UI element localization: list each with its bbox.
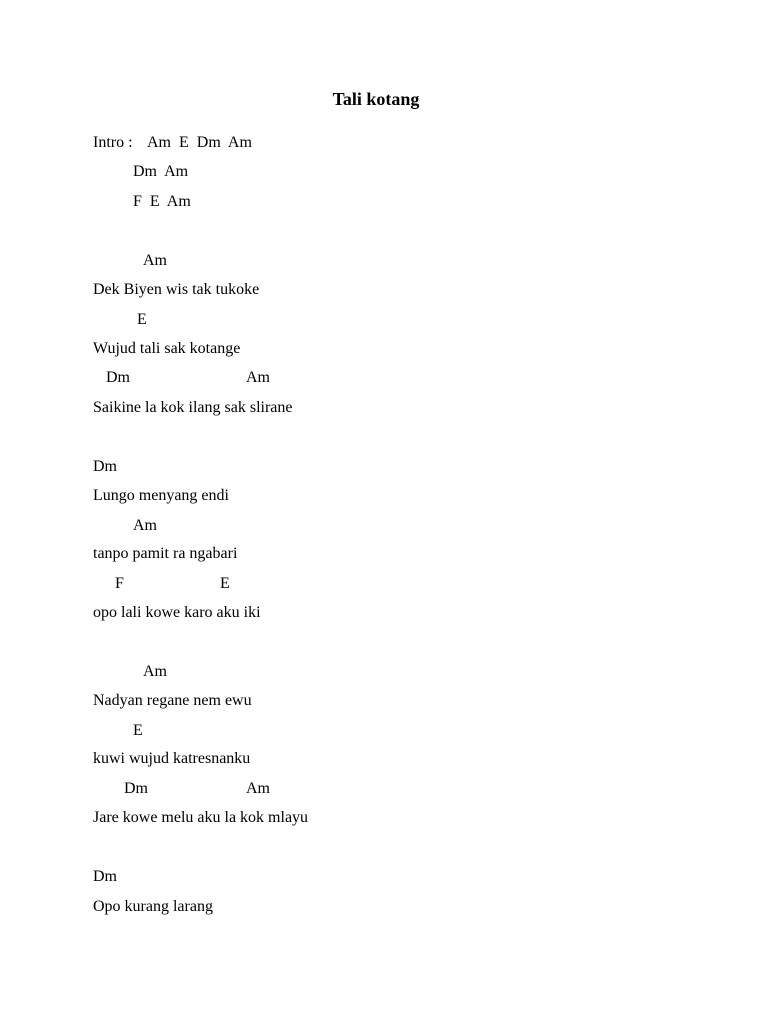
verse2-chord-3b: E: [220, 575, 230, 592]
verse3-lyric-3: Jare kowe melu aku la kok mlayu: [93, 809, 309, 826]
verse2-chord-1: Dm: [93, 458, 117, 475]
verse4-chord-1: Dm: [93, 868, 117, 885]
verse3-chord-3a: Dm: [124, 780, 148, 797]
verse3-chord-3b: Am: [246, 780, 270, 797]
intro-chords-line-1: Am E Dm Am: [147, 134, 252, 151]
intro-chords-line-2: Dm Am: [133, 163, 189, 180]
verse1-chord-1: Am: [143, 252, 167, 269]
verse1-chord-3a: Dm: [106, 369, 130, 386]
verse1-lyric-1: Dek Biyen wis tak tukoke: [93, 281, 260, 298]
verse4-lyric-1: Opo kurang larang: [93, 898, 213, 915]
verse2-lyric-2: tanpo pamit ra ngabari: [93, 545, 238, 562]
verse3-chord-1: Am: [143, 663, 167, 680]
verse2-chord-3a: F: [115, 575, 124, 592]
verse3-lyric-1: Nadyan regane nem ewu: [93, 692, 252, 709]
verse1-chord-2: E: [137, 311, 147, 328]
intro-label: Intro :: [93, 134, 133, 151]
intro-chords-line-3: F E Am: [133, 193, 191, 210]
song-title: Tali kotang: [332, 89, 420, 109]
verse1-chord-3b: Am: [246, 369, 270, 386]
verse2-lyric-3: opo lali kowe karo aku iki: [93, 604, 261, 621]
verse2-lyric-1: Lungo menyang endi: [93, 487, 229, 504]
verse3-chord-2: E: [133, 722, 143, 739]
verse1-lyric-2: Wujud tali sak kotange: [93, 340, 241, 357]
verse2-chord-2: Am: [133, 517, 157, 534]
verse3-lyric-2: kuwi wujud katresnanku: [93, 750, 251, 767]
verse1-lyric-3: Saikine la kok ilang sak slirane: [93, 399, 293, 416]
